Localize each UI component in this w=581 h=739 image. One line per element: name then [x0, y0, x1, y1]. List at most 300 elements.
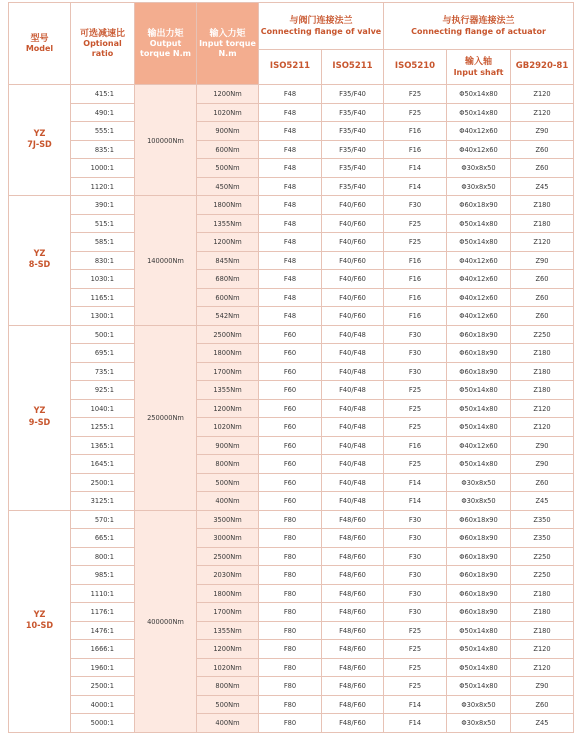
- iso5211-b-cell: F35/F40: [322, 85, 384, 104]
- iso5211-a-cell: F60: [259, 362, 322, 381]
- table-row: [9, 566, 574, 585]
- table-row: [9, 288, 574, 307]
- model-series: YZ: [33, 249, 46, 259]
- iso5211-b-cell: F48/F60: [322, 621, 384, 640]
- iso5211-a-cell: F60: [259, 492, 322, 511]
- input-shaft-cell: Φ50x14x80: [447, 621, 511, 640]
- iso5211-a-cell: F48: [259, 177, 322, 196]
- ratio-cell: 4000:1: [71, 695, 135, 714]
- input-torque-cell: 1700Nm: [197, 362, 259, 381]
- header-row-main: [9, 3, 574, 50]
- input-shaft-cell: Φ50x14x80: [447, 381, 511, 400]
- iso5210-cell: F25: [384, 214, 447, 233]
- subheader-gb2920: GB2920-81: [511, 50, 574, 85]
- input-torque-cell: 500Nm: [197, 159, 259, 178]
- iso5211-a-cell: F80: [259, 714, 322, 733]
- gb2920-cell: Z120: [511, 103, 574, 122]
- iso5211-a-cell: F48: [259, 103, 322, 122]
- ratio-cell: 1645:1: [71, 455, 135, 474]
- input-shaft-cell: Φ30x8x50: [447, 714, 511, 733]
- table-row: [9, 251, 574, 270]
- table-row: [9, 492, 574, 511]
- input-torque-cell: 2500Nm: [197, 325, 259, 344]
- iso5210-cell: F16: [384, 288, 447, 307]
- input-shaft-cell: Φ50x14x80: [447, 677, 511, 696]
- iso5211-b-cell: F40/F48: [322, 418, 384, 437]
- iso5210-cell: F14: [384, 695, 447, 714]
- ratio-cell: 1476:1: [71, 621, 135, 640]
- iso5211-a-cell: F48: [259, 122, 322, 141]
- ratio-cell: 1000:1: [71, 159, 135, 178]
- iso5211-b-cell: F40/F48: [322, 473, 384, 492]
- input-shaft-cell: Φ40x12x60: [447, 122, 511, 141]
- table-row: [9, 547, 574, 566]
- gb2920-cell: Z180: [511, 603, 574, 622]
- spec-table: [8, 2, 574, 733]
- input-torque-cell: 2500Nm: [197, 547, 259, 566]
- iso5211-b-cell: F40/F60: [322, 233, 384, 252]
- iso5210-cell: F30: [384, 510, 447, 529]
- iso5211-a-cell: F80: [259, 658, 322, 677]
- input-shaft-cell: Φ60x18x90: [447, 196, 511, 215]
- iso5211-a-cell: F60: [259, 418, 322, 437]
- input-shaft-cell: Φ50x14x80: [447, 418, 511, 437]
- model-number: 7J-SD: [27, 140, 52, 150]
- spec-table-body: [9, 85, 574, 733]
- header-valve-en: Connecting flange of valve: [260, 26, 382, 36]
- input-shaft-cell: Φ50x14x80: [447, 399, 511, 418]
- subheader-shaft-en: Input shaft: [453, 67, 504, 77]
- gb2920-cell: Z90: [511, 677, 574, 696]
- iso5211-a-cell: F60: [259, 455, 322, 474]
- table-row: [9, 140, 574, 159]
- output-torque-cell: 400000Nm: [135, 510, 197, 732]
- gb2920-cell: Z250: [511, 547, 574, 566]
- ratio-cell: 490:1: [71, 103, 135, 122]
- iso5211-b-cell: F40/F48: [322, 399, 384, 418]
- iso5211-b-cell: F48/F60: [322, 603, 384, 622]
- ratio-cell: 1255:1: [71, 418, 135, 437]
- iso5211-b-cell: F40/F60: [322, 251, 384, 270]
- input-torque-cell: 900Nm: [197, 122, 259, 141]
- input-shaft-cell: Φ40x12x60: [447, 307, 511, 326]
- iso5211-a-cell: F80: [259, 529, 322, 548]
- ratio-cell: 735:1: [71, 362, 135, 381]
- iso5210-cell: F25: [384, 381, 447, 400]
- input-torque-cell: 600Nm: [197, 140, 259, 159]
- iso5211-a-cell: F80: [259, 603, 322, 622]
- header-input-torque: [197, 3, 259, 85]
- gb2920-cell: Z120: [511, 418, 574, 437]
- iso5210-cell: F30: [384, 362, 447, 381]
- gb2920-cell: Z180: [511, 214, 574, 233]
- gb2920-cell: Z120: [511, 85, 574, 104]
- output-torque-cell: 100000Nm: [135, 85, 197, 196]
- iso5211-b-cell: F40/F60: [322, 307, 384, 326]
- iso5211-a-cell: F80: [259, 640, 322, 659]
- input-torque-cell: 2030Nm: [197, 566, 259, 585]
- iso5211-b-cell: F35/F40: [322, 177, 384, 196]
- iso5211-a-cell: F48: [259, 288, 322, 307]
- input-shaft-cell: Φ30x8x50: [447, 695, 511, 714]
- header-output-en2: torque N.m: [140, 48, 191, 58]
- input-shaft-cell: Φ40x12x60: [447, 436, 511, 455]
- input-shaft-cell: Φ60x18x90: [447, 603, 511, 622]
- header-input-en1: Input torque: [199, 39, 256, 49]
- output-torque-cell: 140000Nm: [135, 196, 197, 326]
- gb2920-cell: Z180: [511, 621, 574, 640]
- input-shaft-cell: Φ60x18x90: [447, 325, 511, 344]
- iso5210-cell: F25: [384, 677, 447, 696]
- header-model-en: Model: [25, 44, 54, 54]
- gb2920-cell: Z90: [511, 455, 574, 474]
- iso5210-cell: F30: [384, 196, 447, 215]
- input-torque-cell: 400Nm: [197, 714, 259, 733]
- iso5210-cell: F25: [384, 455, 447, 474]
- input-shaft-cell: Φ40x12x60: [447, 251, 511, 270]
- header-valve-zh: 与阀门连接法兰: [289, 16, 353, 27]
- iso5210-cell: F14: [384, 492, 447, 511]
- iso5211-b-cell: F40/F48: [322, 381, 384, 400]
- gb2920-cell: Z90: [511, 251, 574, 270]
- ratio-cell: 585:1: [71, 233, 135, 252]
- iso5211-b-cell: F35/F40: [322, 103, 384, 122]
- table-row: [9, 85, 574, 104]
- iso5211-b-cell: F48/F60: [322, 510, 384, 529]
- iso5210-cell: F16: [384, 436, 447, 455]
- table-row: [9, 695, 574, 714]
- ratio-cell: 1040:1: [71, 399, 135, 418]
- input-torque-cell: 1200Nm: [197, 85, 259, 104]
- input-torque-cell: 450Nm: [197, 177, 259, 196]
- header-actuator-zh: 与执行器连接法兰: [442, 16, 515, 27]
- header-output-zh: 输出力矩: [147, 29, 184, 40]
- ratio-cell: 2500:1: [71, 473, 135, 492]
- gb2920-cell: Z60: [511, 473, 574, 492]
- gb2920-cell: Z180: [511, 381, 574, 400]
- model-cell: [9, 325, 71, 510]
- table-row: [9, 658, 574, 677]
- iso5210-cell: F30: [384, 529, 447, 548]
- table-row: [9, 381, 574, 400]
- table-row: [9, 103, 574, 122]
- gb2920-cell: Z250: [511, 566, 574, 585]
- table-row: [9, 455, 574, 474]
- iso5211-a-cell: F48: [259, 307, 322, 326]
- model-cell: [9, 510, 71, 732]
- input-shaft-cell: Φ40x12x60: [447, 140, 511, 159]
- input-shaft-cell: Φ60x18x90: [447, 362, 511, 381]
- input-torque-cell: 1355Nm: [197, 621, 259, 640]
- input-torque-cell: 1020Nm: [197, 103, 259, 122]
- iso5211-a-cell: F80: [259, 677, 322, 696]
- iso5211-a-cell: F60: [259, 473, 322, 492]
- table-row: [9, 436, 574, 455]
- model-number: 9-SD: [28, 417, 51, 428]
- ratio-cell: 800:1: [71, 547, 135, 566]
- header-input-en2: N.m: [218, 48, 237, 58]
- iso5211-b-cell: F48/F60: [322, 640, 384, 659]
- header-ratio-en2: ratio: [91, 48, 114, 58]
- iso5211-a-cell: F48: [259, 251, 322, 270]
- header-output-en1: Output: [149, 39, 182, 49]
- iso5211-b-cell: F48/F60: [322, 566, 384, 585]
- input-torque-cell: 500Nm: [197, 695, 259, 714]
- subheader-iso5210: ISO5210: [384, 50, 447, 85]
- ratio-cell: 570:1: [71, 510, 135, 529]
- iso5210-cell: F30: [384, 344, 447, 363]
- iso5210-cell: F30: [384, 566, 447, 585]
- input-torque-cell: 600Nm: [197, 288, 259, 307]
- iso5211-b-cell: F40/F60: [322, 196, 384, 215]
- iso5211-a-cell: F60: [259, 381, 322, 400]
- input-torque-cell: 500Nm: [197, 473, 259, 492]
- input-torque-cell: 1800Nm: [197, 196, 259, 215]
- iso5211-b-cell: F40/F48: [322, 362, 384, 381]
- ratio-cell: 2500:1: [71, 677, 135, 696]
- iso5210-cell: F25: [384, 418, 447, 437]
- iso5210-cell: F30: [384, 547, 447, 566]
- iso5211-b-cell: F40/F60: [322, 288, 384, 307]
- subheader-shaft-zh: 输入轴: [465, 57, 493, 68]
- iso5210-cell: F25: [384, 621, 447, 640]
- ratio-cell: 1165:1: [71, 288, 135, 307]
- iso5210-cell: F14: [384, 177, 447, 196]
- input-shaft-cell: Φ50x14x80: [447, 233, 511, 252]
- iso5211-b-cell: F40/F48: [322, 436, 384, 455]
- iso5211-b-cell: F40/F48: [322, 455, 384, 474]
- table-row: [9, 603, 574, 622]
- input-shaft-cell: Φ60x18x90: [447, 510, 511, 529]
- iso5211-a-cell: F48: [259, 214, 322, 233]
- iso5211-b-cell: F40/F60: [322, 270, 384, 289]
- iso5211-b-cell: F40/F60: [322, 214, 384, 233]
- header-actuator-flange: [384, 3, 574, 50]
- ratio-cell: 1110:1: [71, 584, 135, 603]
- table-row: [9, 233, 574, 252]
- table-row: [9, 307, 574, 326]
- gb2920-cell: Z60: [511, 159, 574, 178]
- ratio-cell: 835:1: [71, 140, 135, 159]
- iso5211-b-cell: F48/F60: [322, 529, 384, 548]
- table-row: [9, 159, 574, 178]
- input-shaft-cell: Φ50x14x80: [447, 214, 511, 233]
- ratio-cell: 1030:1: [71, 270, 135, 289]
- iso5210-cell: F16: [384, 122, 447, 141]
- gb2920-cell: Z60: [511, 270, 574, 289]
- input-shaft-cell: Φ60x18x90: [447, 529, 511, 548]
- iso5211-b-cell: F35/F40: [322, 122, 384, 141]
- input-torque-cell: 1200Nm: [197, 233, 259, 252]
- iso5211-a-cell: F80: [259, 510, 322, 529]
- model-series: YZ: [33, 406, 46, 417]
- header-output-torque: [135, 3, 197, 85]
- output-torque-cell: 250000Nm: [135, 325, 197, 510]
- ratio-cell: 985:1: [71, 566, 135, 585]
- input-torque-cell: 1800Nm: [197, 584, 259, 603]
- gb2920-cell: Z180: [511, 344, 574, 363]
- input-torque-cell: 1355Nm: [197, 214, 259, 233]
- header-input-zh: 输入力矩: [209, 29, 246, 40]
- input-shaft-cell: Φ50x14x80: [447, 658, 511, 677]
- model-series: YZ: [33, 609, 46, 620]
- subheader-input-shaft: [447, 50, 511, 85]
- header-ratio: [71, 3, 135, 85]
- table-row: [9, 325, 574, 344]
- iso5210-cell: F30: [384, 584, 447, 603]
- iso5211-a-cell: F60: [259, 399, 322, 418]
- table-row: [9, 177, 574, 196]
- ratio-cell: 515:1: [71, 214, 135, 233]
- iso5210-cell: F30: [384, 325, 447, 344]
- model-number: 8-SD: [28, 260, 51, 271]
- input-shaft-cell: Φ60x18x90: [447, 584, 511, 603]
- input-torque-cell: 845Nm: [197, 251, 259, 270]
- input-shaft-cell: Φ60x18x90: [447, 344, 511, 363]
- input-shaft-cell: Φ30x8x50: [447, 159, 511, 178]
- ratio-cell: 1365:1: [71, 436, 135, 455]
- input-torque-cell: 1700Nm: [197, 603, 259, 622]
- iso5211-a-cell: F60: [259, 344, 322, 363]
- input-torque-cell: 400Nm: [197, 492, 259, 511]
- gb2920-cell: Z45: [511, 492, 574, 511]
- table-row: [9, 714, 574, 733]
- table-row: [9, 362, 574, 381]
- table-row: [9, 270, 574, 289]
- iso5211-a-cell: F48: [259, 233, 322, 252]
- input-shaft-cell: Φ50x14x80: [447, 103, 511, 122]
- iso5211-a-cell: F60: [259, 325, 322, 344]
- table-row: [9, 510, 574, 529]
- iso5211-a-cell: F80: [259, 695, 322, 714]
- iso5210-cell: F14: [384, 714, 447, 733]
- iso5211-b-cell: F48/F60: [322, 658, 384, 677]
- table-row: [9, 399, 574, 418]
- iso5211-b-cell: F48/F60: [322, 714, 384, 733]
- input-torque-cell: 900Nm: [197, 436, 259, 455]
- input-torque-cell: 1800Nm: [197, 344, 259, 363]
- iso5210-cell: F25: [384, 658, 447, 677]
- gb2920-cell: Z120: [511, 658, 574, 677]
- table-row: [9, 473, 574, 492]
- input-shaft-cell: Φ50x14x80: [447, 85, 511, 104]
- input-torque-cell: 1355Nm: [197, 381, 259, 400]
- input-shaft-cell: Φ50x14x80: [447, 455, 511, 474]
- model-cell: [9, 85, 71, 196]
- input-torque-cell: 3000Nm: [197, 529, 259, 548]
- ratio-cell: 1120:1: [71, 177, 135, 196]
- spec-table-container: [8, 2, 573, 733]
- ratio-cell: 925:1: [71, 381, 135, 400]
- input-shaft-cell: Φ30x8x50: [447, 177, 511, 196]
- model-number: 10-SD: [25, 621, 54, 631]
- iso5211-b-cell: F35/F40: [322, 140, 384, 159]
- ratio-cell: 1176:1: [71, 603, 135, 622]
- iso5211-a-cell: F48: [259, 85, 322, 104]
- gb2920-cell: Z350: [511, 529, 574, 548]
- model-cell: [9, 196, 71, 326]
- gb2920-cell: Z60: [511, 288, 574, 307]
- iso5210-cell: F16: [384, 140, 447, 159]
- iso5211-b-cell: F35/F40: [322, 159, 384, 178]
- gb2920-cell: Z90: [511, 436, 574, 455]
- ratio-cell: 695:1: [71, 344, 135, 363]
- table-row: [9, 122, 574, 141]
- header-ratio-en1: Optional: [83, 39, 122, 49]
- iso5211-b-cell: F40/F48: [322, 492, 384, 511]
- iso5210-cell: F16: [384, 251, 447, 270]
- ratio-cell: 830:1: [71, 251, 135, 270]
- table-row: [9, 214, 574, 233]
- iso5211-a-cell: F48: [259, 270, 322, 289]
- iso5211-a-cell: F80: [259, 584, 322, 603]
- gb2920-cell: Z180: [511, 362, 574, 381]
- iso5211-b-cell: F40/F48: [322, 344, 384, 363]
- table-row: [9, 344, 574, 363]
- iso5211-b-cell: F48/F60: [322, 695, 384, 714]
- gb2920-cell: Z250: [511, 325, 574, 344]
- input-shaft-cell: Φ30x8x50: [447, 473, 511, 492]
- ratio-cell: 1300:1: [71, 307, 135, 326]
- iso5210-cell: F30: [384, 603, 447, 622]
- ratio-cell: 5000:1: [71, 714, 135, 733]
- iso5211-b-cell: F48/F60: [322, 584, 384, 603]
- iso5211-a-cell: F80: [259, 547, 322, 566]
- iso5211-a-cell: F48: [259, 196, 322, 215]
- input-shaft-cell: Φ40x12x60: [447, 288, 511, 307]
- table-row: [9, 677, 574, 696]
- ratio-cell: 555:1: [71, 122, 135, 141]
- iso5210-cell: F25: [384, 233, 447, 252]
- input-shaft-cell: Φ60x18x90: [447, 566, 511, 585]
- table-row: [9, 621, 574, 640]
- table-row: [9, 529, 574, 548]
- iso5210-cell: F25: [384, 103, 447, 122]
- header-model: [9, 3, 71, 85]
- iso5210-cell: F25: [384, 640, 447, 659]
- iso5210-cell: F14: [384, 159, 447, 178]
- subheader-iso5211-a: ISO5211: [259, 50, 322, 85]
- iso5211-a-cell: F80: [259, 566, 322, 585]
- input-torque-cell: 3500Nm: [197, 510, 259, 529]
- gb2920-cell: Z60: [511, 307, 574, 326]
- iso5211-b-cell: F48/F60: [322, 677, 384, 696]
- gb2920-cell: Z120: [511, 399, 574, 418]
- table-row: [9, 196, 574, 215]
- ratio-cell: 1666:1: [71, 640, 135, 659]
- header-actuator-en: Connecting flange of actuator: [411, 26, 546, 36]
- gb2920-cell: Z60: [511, 140, 574, 159]
- gb2920-cell: Z45: [511, 177, 574, 196]
- input-shaft-cell: Φ60x18x90: [447, 547, 511, 566]
- iso5211-a-cell: F48: [259, 140, 322, 159]
- gb2920-cell: Z120: [511, 233, 574, 252]
- gb2920-cell: Z90: [511, 122, 574, 141]
- gb2920-cell: Z60: [511, 695, 574, 714]
- input-torque-cell: 680Nm: [197, 270, 259, 289]
- iso5210-cell: F25: [384, 85, 447, 104]
- iso5210-cell: F25: [384, 399, 447, 418]
- input-torque-cell: 1020Nm: [197, 658, 259, 677]
- ratio-cell: 500:1: [71, 325, 135, 344]
- input-shaft-cell: Φ40x12x60: [447, 270, 511, 289]
- table-row: [9, 584, 574, 603]
- model-series: YZ: [33, 128, 46, 139]
- header-model-zh: 型号: [30, 33, 49, 44]
- iso5211-a-cell: F48: [259, 159, 322, 178]
- ratio-cell: 3125:1: [71, 492, 135, 511]
- iso5211-a-cell: F80: [259, 621, 322, 640]
